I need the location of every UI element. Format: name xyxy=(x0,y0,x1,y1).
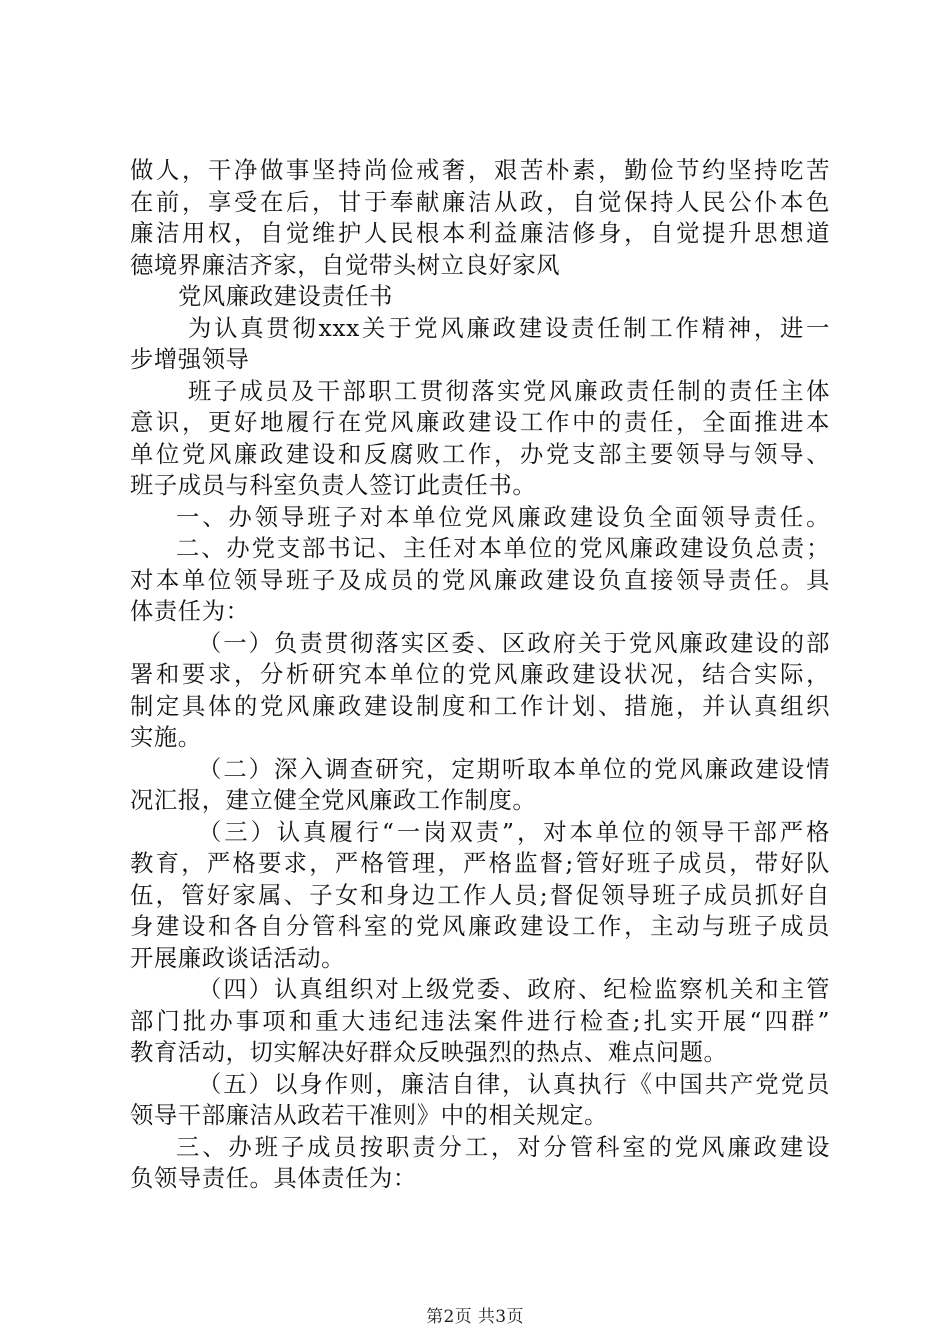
document-body xyxy=(130,155,830,1195)
text-line: 部门批办事项和重大违纪违法案件进行检查;扎实开展“四群” xyxy=(130,1007,830,1035)
page-number: 第2页 共3页 xyxy=(426,1307,524,1327)
text-line: 廉洁用权，自觉维护人民根本利益廉洁修身，自觉提升思想道 xyxy=(130,220,830,247)
text-line: 制定具体的党风廉政建设制度和工作计划、措施，并认真组织 xyxy=(130,692,830,720)
text-line: 德境界廉洁齐家，自觉带头树立良好家风 xyxy=(130,251,561,279)
text-line: 教育活动，切实解决好群众反映强烈的热点、难点问题。 xyxy=(130,1039,728,1066)
text-line: 实施。 xyxy=(130,724,202,751)
text-line: 班子成员与科室负责人签订此责任书。 xyxy=(130,472,537,499)
text-line: 一、办领导班子对本单位党风廉政建设负全面领导责任。 xyxy=(176,503,830,531)
text-line: 对本单位领导班子及成员的党风廉政建设负直接领导责任。具 xyxy=(130,566,830,594)
text-line: 步增强领导 xyxy=(130,346,250,373)
text-line: 开展廉政谈话活动。 xyxy=(130,944,346,972)
text-line: 伍，管好家属、子女和身边工作人员;督促领导班子成员抓好自 xyxy=(130,881,830,909)
section-title: 党风廉政建设责任书 xyxy=(178,283,394,310)
text-line: （一）负责贯彻落实区委、区政府关于党风廉政建设的部 xyxy=(198,629,830,657)
text-line: 在前，享受在后，甘于奉献廉洁从政，自觉保持人民公仆本色 xyxy=(130,188,830,216)
text-line: （四）认真组织对上级党委、政府、纪检监察机关和主管 xyxy=(198,976,830,1003)
text-line: 二、办党支部书记、主任对本单位的党风廉政建设负总责； xyxy=(176,535,830,562)
text-line: 单位党风廉政建设和反腐败工作，办党支部主要领导与领导、 xyxy=(130,440,830,468)
text-line: 负领导责任。具体责任为： xyxy=(130,1165,417,1192)
text-line: （三）认真履行“一岗双责”，对本单位的领导干部严格 xyxy=(198,818,830,846)
text-line: （五）以身作则，廉洁自律，认真执行《中国共产党党员 xyxy=(198,1070,830,1098)
text-line: 身建设和各自分管科室的党风廉政建设工作，主动与班子成员 xyxy=(130,913,830,940)
text-line: 班子成员及干部职工贯彻落实党风廉政责任制的责任主体 xyxy=(188,377,830,405)
text-line: 况汇报，建立健全党风廉政工作制度。 xyxy=(130,787,537,814)
text-line: 三、办班子成员按职责分工，对分管科室的党风廉政建设 xyxy=(176,1133,830,1161)
text-line: 教育，严格要求，严格管理，严格监督;管好班子成员，带好队 xyxy=(130,850,830,877)
text-line: 为认真贯彻xxx关于党风廉政建设责任制工作精神，进一 xyxy=(188,314,830,342)
text-line: 意识，更好地履行在党风廉政建设工作中的责任，全面推进本 xyxy=(130,409,830,436)
text-line: 署和要求，分析研究本单位的党风廉政建设状况，结合实际， xyxy=(130,661,830,688)
page-footer xyxy=(0,1302,950,1326)
text-line: （二）深入调查研究，定期听取本单位的党风廉政建设情 xyxy=(198,755,830,783)
text-line: 做人，干净做事坚持尚俭戒奢，艰苦朴素，勤俭节约坚持吃苦 xyxy=(130,157,830,184)
text-line: 领导干部廉洁从政若干准则》中的相关规定。 xyxy=(130,1102,608,1129)
text-line: 体责任为： xyxy=(130,598,250,625)
